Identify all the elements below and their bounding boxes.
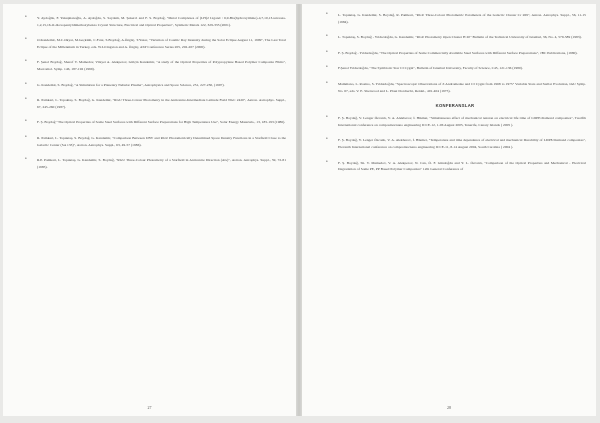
bullet-icon: • (25, 157, 27, 163)
reference-item (324, 137, 586, 150)
left-reference-list (23, 15, 286, 170)
bullet-icon: • (25, 37, 27, 43)
bullet-icon: • (326, 12, 328, 17)
reference-item (23, 135, 286, 148)
left-page (3, 4, 296, 416)
right-page (302, 4, 596, 416)
reference-item (23, 119, 286, 126)
reference-text: R. Pamkart, L. Topaktaş, S. Boydağ, G. Kandemir, "RGU Three-Colour Photometry in the Anticentre-Intermediate Latitude Field NGC 2420", Astron. Astrophys. Suppl., 67, 245-260 (1987). (37, 98, 286, 109)
reference-text: Mammano, L. Rosino, S. Yıldızdoğdu, "Spectroscopic Observations of Z Andromedae and CI Cygni from 1968 to 1975" Variable Stars and Stellar Evolution, IAU Symp. No. 67, eds. V. E. Sherwood and L. Plaut Dordrecht, Reidel., 401-404 (1975). (338, 81, 586, 93)
section-heading: KONFERANSLAR (435, 103, 475, 109)
bullet-icon: • (326, 137, 328, 143)
bullet-icon: • (326, 65, 328, 71)
reference-item (324, 160, 586, 173)
reference-item (23, 59, 286, 72)
bullet-icon: • (25, 59, 27, 65)
reference-text: R. Pamkart, L. Topaktaş, S. Boydağ, G. Kandemir, "Comparison Between UBV and RGU Photometrically Determined Space Density Functions in a Starfield Close to the Galactic Center (SA 133)", Astron. Astrophys. Suppl., 63, 49-57 (1986). (37, 135, 286, 147)
bullet-icon: • (326, 49, 328, 55)
right-reference-list (324, 12, 586, 94)
reference-item (324, 81, 586, 94)
reference-item (324, 65, 586, 72)
bullet-icon: • (326, 159, 328, 165)
bullet-icon: • (25, 134, 27, 140)
page-number-right: 28 (447, 405, 451, 410)
reference-item (23, 82, 286, 89)
reference-item (324, 50, 586, 57)
reference-text: F. Şenol Boydağ, Sherof V. Mamedov, Vilayet A. Alekperov, Gülçin Kandemir, "A study of the Optical Properties of Polypropylene Based Polymer Composite Films", Macromol. Symp. 146, 187-192 (1999). (37, 60, 286, 71)
reference-text: F. Ş. Boydağ - Yıldızdoğdu, "The Optical Properties of Some Commercially Available Steel Surfaces with Different Surface Preparations", JBC Publications, (1980). (338, 50, 578, 55)
reference-text: F. Ş. Boydağ "The Optical Properties of Some Steel Surfaces with Different Surface Preparations for High Temperature Use", Solar Energy Materials., 13, 185-193 (1986). (37, 120, 286, 125)
reference-text: O.Kandemir, M.C.Okyar, M.Geçkinli, C.Fırat, S.Boydağ, A.Özgüç, T.Yazar, "Variation of Cosmic Ray Intensity during the Solar Eclipse August 11, 1999", The Last Total Eclipse of the Millennium in Turkey, eds. W.Livingston and A. Özgüç, ASP Conference Series 205, 202-207 (2000). (37, 38, 286, 49)
bullet-icon: • (25, 81, 27, 87)
bullet-icon: • (326, 115, 328, 121)
reference-text: F. Ş. Boydağ, Y. Lenger Özcanlı, V. A. Alekberov, İ. Hikmet, "Temperature and time dependence of electrical and mechanical Durability of LDPE/diamond composites", Eleventh International conference on composites/nano engineering ICCE-11, 8-14 August 2004, South Carolina ( 2004 ). (338, 138, 586, 149)
reference-text: F. Ş. Boydağ, V. Lenger Özcanlı, V. A. Alekberov, İ. Hikmet, "Simultaneous effect of mechanical tension on electrical life time of LDPE/diamond composites", Twelfth International conference on composites/nano engineering ICCE-12, 1-06 August 2005, Tenerife, Canary Islands ( 2005 ). (338, 116, 586, 127)
bullet-icon: • (326, 80, 328, 86)
reference-text: G. Kandemir, S. Boydağ, "A Simulation for a Planetary Nebular Plasma", Astrophysics and Space Science, 251, 227-230, (1997). (37, 82, 225, 87)
bullet-icon: • (25, 15, 27, 20)
reference-text: F. Ş. Boydağ, Sh. V. Mamedov, V. A. Alekperov, N. Can, Ö. F. Gündoğdu and Y. L. Özcanlı, "Comparison of the Optical Properties and Mechanical - Electrical Degradation of Some PE, PP Based Polymer Composites" 12th General Conference of (338, 160, 586, 172)
reference-item (23, 97, 286, 110)
reference-item (324, 12, 586, 25)
reference-item (23, 157, 286, 170)
reference-item (23, 37, 286, 50)
reference-item (324, 115, 586, 128)
reference-text: R.P. Pamkart, L. Topaktaş, G. Kandemir, S. Boydağ, "RGU Three-Colour Photometry of a Starfield in Anticentre Direction (AG)", Astron. Astrophys. Suppl., 59, 72-81 (1985). (37, 158, 286, 169)
bullet-icon: • (25, 119, 27, 125)
reference-item (324, 34, 586, 41)
page-number-left: 27 (147, 405, 152, 410)
reference-text: F.Şenol Yıldızdoğdu, "The Symbiotic Star CI Cygni", Bulletin of Istanbul University, Faculty of Science, C45, 121-136 (1980). (338, 66, 523, 71)
reference-text: L. Topaktaş, S. Boydağ - Yıldızdoğdu, G. Kandemir, "RGU Photometry Open Cluster H 20" Bulletin of the Technical University of Istanbul, 36, No. 4, 579-589 (1983). (338, 35, 582, 40)
reference-text: L. Topaktaş, G. Kandemir, S. Boydağ, R. Pamkart, "RGU Three-Colour Photometric Parameters of the Galactic Cluster Cr 269", Astron. Astrophys. Suppl., 56, 11-15 (1984). (338, 13, 586, 24)
bullet-icon: • (25, 97, 27, 103)
reference-item (23, 15, 286, 28)
bullet-icon: • (326, 34, 328, 40)
reference-text: Y. Aydoğdu, F. Yakuphanoğlu, A. Aydoğdu, S. Saydam, M. Şekerci and F. S. Boydağ, "Metal Complexes of (LH)2 Ligand : 6,9-Bis(hydroxyimino)-4,7,10,13-tetraaza-1,2,15,16-O-dioxopentyldimethoxybenzo Crystal Structure, Electrical and Optical Properties", Synthetic Metals 122, 329-335 (2001). (37, 16, 286, 27)
conference-reference-list (324, 115, 586, 173)
